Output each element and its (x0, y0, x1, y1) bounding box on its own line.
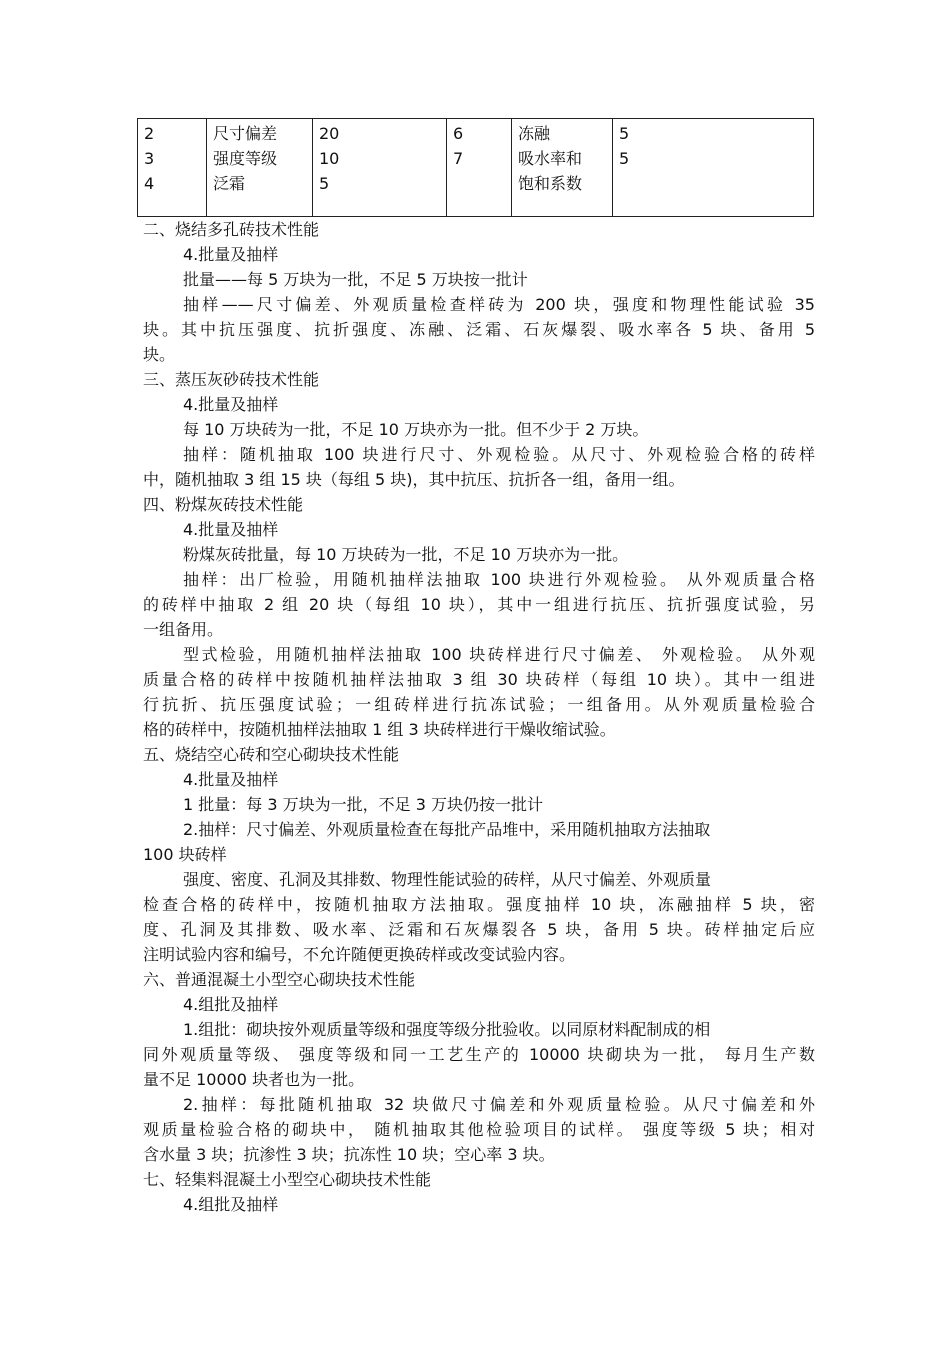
section-heading: 七、轻集料混凝土小型空心砌块技术性能 (143, 1170, 432, 1189)
table-cell-item: 尺寸偏差 强度等级 泛霜 (207, 119, 313, 217)
paragraph-line: 行抗折、抗压强度试验；一组砖样进行抗冻试验；一组备用。从外观质量检验合 (143, 695, 815, 714)
document-body (143, 217, 815, 1217)
paragraph-line: 1.组批：砌块按外观质量等级和强度等级分批验收。以同原材料配制成的相 (183, 1020, 711, 1039)
paragraph-line: 格的砖样中，按随机抽样法抽取 1 组 3 块砖样进行干燥收缩试验。 (143, 720, 616, 739)
table-cell-no: 6 7 (447, 119, 512, 217)
paragraph-line: 2.抽样：每批随机抽取 32 块做尺寸偏差和外观质量检验。从尺寸偏差和外 (183, 1095, 815, 1114)
paragraph-line: 抽样——尺寸偏差、外观质量检查样砖为 200 块，强度和物理性能试验 35 (183, 295, 815, 314)
subsection-heading: 4.组批及抽样 (183, 1195, 279, 1214)
paragraph-line: 块。 (143, 345, 176, 364)
subsection-heading: 4.批量及抽样 (183, 770, 279, 789)
table-cell-item: 冻融 吸水率和 饱和系数 (512, 119, 613, 217)
paragraph-line: 中，随机抽取 3 组 15 块（每组 5 块)，其中抗压、抗折各一组，备用一组。 (143, 470, 685, 489)
table-cell-count: 5 5 (613, 119, 814, 217)
paragraph-line: 粉煤灰砖批量，每 10 万块砖为一批，不足 10 万块亦为一批。 (183, 545, 629, 564)
paragraph-line: 批量——每 5 万块为一批，不足 5 万块按一批计 (183, 270, 528, 289)
paragraph-line: 注明试验内容和编号，不允许随便更换砖样或改变试验内容。 (143, 945, 576, 964)
paragraph-line: 1 批量：每 3 万块为一批，不足 3 万块仍按一批计 (183, 795, 543, 814)
paragraph-line: 度、孔洞及其排数、吸水率、泛霜和石灰爆裂各 5 块，备用 5 块。砖样抽定后应 (143, 920, 815, 939)
paragraph-line: 质量合格的砖样中按随机抽样法抽取 3 组 30 块砖样（每组 10 块）。其中一组进 (143, 670, 815, 689)
paragraph-line: 的砖样中抽取 2 组 20 块（每组 10 块），其中一组进行抗压、抗折强度试验，另 (143, 595, 815, 614)
table-cell-no: 2 3 4 (138, 119, 207, 217)
paragraph-line: 一组备用。 (143, 620, 224, 639)
spec-table (137, 118, 814, 217)
paragraph-line: 强度、密度、孔洞及其排数、物理性能试验的砖样，从尺寸偏差、外观质量 (183, 870, 712, 889)
paragraph-line: 含水量 3 块；抗渗性 3 块；抗冻性 10 块；空心率 3 块。 (143, 1145, 555, 1164)
subsection-heading: 4.批量及抽样 (183, 395, 279, 414)
subsection-heading: 4.批量及抽样 (183, 520, 279, 539)
paragraph-line: 块。其中抗压强度、抗折强度、冻融、泛霜、石灰爆裂、吸水率各 5 块、备用 5 (143, 320, 815, 339)
paragraph-line: 同外观质量等级、 强度等级和同一工艺生产的 10000 块砌块为一批， 每月生产数 (143, 1045, 815, 1064)
subsection-heading: 4.组批及抽样 (183, 995, 279, 1014)
paragraph-line: 每 10 万块砖为一批，不足 10 万块亦为一批。但不少于 2 万块。 (183, 420, 649, 439)
section-heading: 三、蒸压灰砂砖技术性能 (143, 370, 320, 389)
paragraph-line: 型式检验，用随机抽样法抽取 100 块砖样进行尺寸偏差、 外观检验。 从外观 (183, 645, 815, 664)
subsection-heading: 4.批量及抽样 (183, 245, 279, 264)
paragraph-line: 观质量检验合格的砌块中， 随机抽取其他检验项目的试样。 强度等级 5 块；相对 (143, 1120, 815, 1139)
section-heading: 四、粉煤灰砖技术性能 (143, 495, 304, 514)
section-heading: 六、普通混凝土小型空心砌块技术性能 (143, 970, 416, 989)
section-heading: 五、烧结空心砖和空心砌块技术性能 (143, 745, 400, 764)
paragraph-line: 抽样：随机抽取 100 块进行尺寸、外观检验。从尺寸、外观检验合格的砖样 (183, 445, 815, 464)
paragraph-line: 检查合格的砖样中，按随机抽取方法抽取。强度抽样 10 块，冻融抽样 5 块，密 (143, 895, 815, 914)
table-row (138, 119, 814, 217)
paragraph-line: 量不足 10000 块者也为一批。 (143, 1070, 365, 1089)
paragraph-line: 抽样：出厂检验，用随机抽样法抽取 100 块进行外观检验。 从外观质量合格 (183, 570, 815, 589)
table-cell-count: 20 10 5 (313, 119, 447, 217)
paragraph-line: 2.抽样：尺寸偏差、外观质量检查在每批产品堆中，采用随机抽取方法抽取 (183, 820, 711, 839)
paragraph-line: 100 块砖样 (143, 845, 227, 864)
section-heading: 二、烧结多孔砖技术性能 (143, 220, 320, 239)
